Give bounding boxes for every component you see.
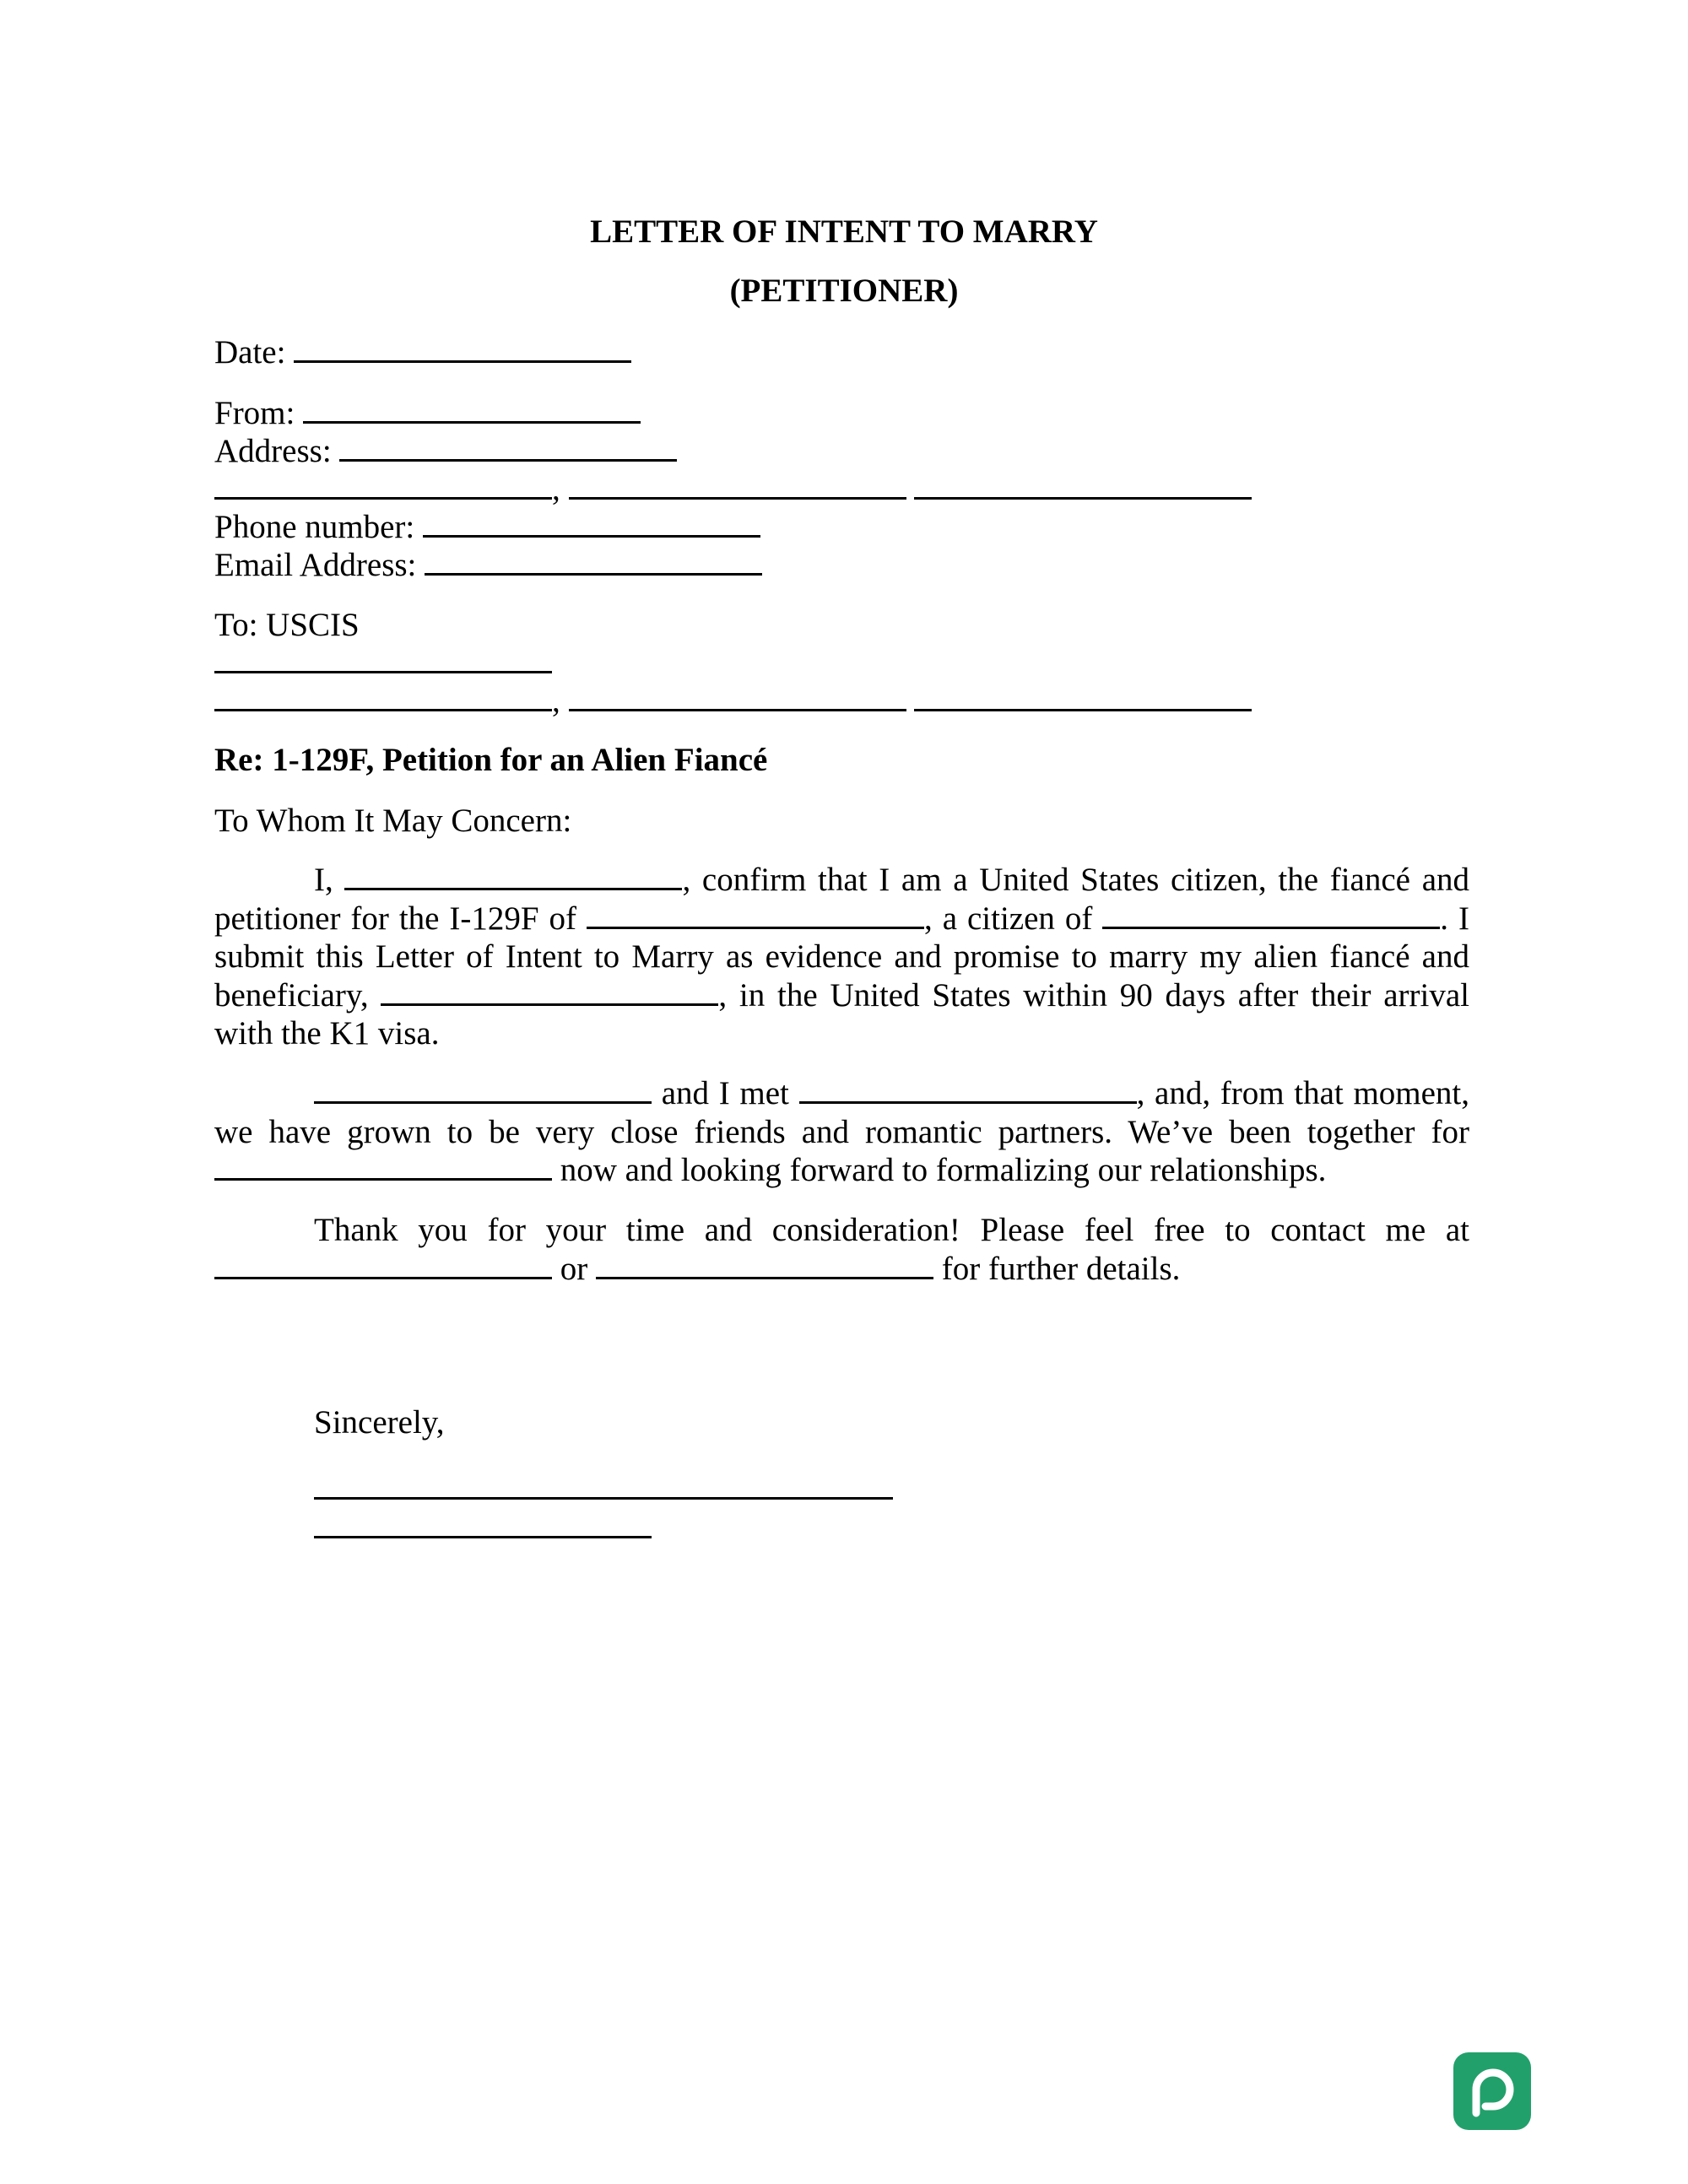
duration-blank bbox=[214, 1153, 552, 1181]
citizenship-blank bbox=[1102, 901, 1440, 929]
uscis-state-blank bbox=[569, 684, 906, 711]
paragraph-1-line-2: petitioner for the I-129F of , a citizen of . I bbox=[214, 900, 1469, 937]
closing: Sincerely, bbox=[314, 1404, 445, 1441]
phone-line bbox=[214, 508, 760, 546]
partner-name-blank bbox=[314, 1076, 652, 1104]
date-blank bbox=[294, 335, 631, 363]
paragraph-1-line-1: I, , confirm that I am a United States citizen, the fiancé and bbox=[314, 862, 1470, 898]
from-line bbox=[214, 394, 641, 432]
address-blank bbox=[339, 434, 677, 462]
paragraph-2-line-1: and I met , and, from that moment, bbox=[214, 1074, 1469, 1113]
paragraph-1 bbox=[214, 861, 1469, 1053]
paragraph-3-line-1: Thank you for your time and consideration! Please feel free to contact me at bbox=[314, 1212, 1469, 1248]
fiance-name-blank bbox=[381, 978, 718, 1006]
letter-title: LETTER OF INTENT TO MARRY bbox=[590, 214, 1098, 250]
email-line bbox=[214, 546, 762, 584]
contact-phone-blank bbox=[214, 1251, 552, 1279]
printed-name-blank bbox=[314, 1511, 652, 1538]
paragraph-1-line-5: with the K1 visa. bbox=[214, 1015, 440, 1051]
meeting-place-blank bbox=[799, 1076, 1137, 1104]
p-logo-icon bbox=[1453, 2052, 1531, 2130]
state-blank bbox=[569, 472, 906, 500]
paragraph-3-line-2: or for further details. bbox=[214, 1250, 1469, 1289]
email-blank bbox=[425, 548, 762, 576]
comma: , bbox=[552, 471, 560, 507]
date-label: Date: bbox=[214, 334, 286, 370]
signature-line bbox=[314, 1470, 893, 1508]
comma: , bbox=[552, 683, 560, 719]
paragraph-3 bbox=[214, 1211, 1469, 1288]
uscis-zip-blank bbox=[914, 684, 1252, 711]
paragraph-1-line-4: beneficiary, , in the United States within 90 days after their arrival bbox=[214, 976, 1470, 1014]
zip-blank bbox=[914, 472, 1252, 500]
paragraph-1-line-3: submit this Letter of Intent to Marry as evidence and promise to marry my alien fiancé and bbox=[214, 938, 1469, 975]
paragraph-2-line-2: we have grown to be very close friends and romantic partners. We’ve been together for bbox=[214, 1113, 1469, 1150]
letter-subtitle: (PETITIONER) bbox=[729, 273, 959, 309]
from-blank bbox=[303, 396, 641, 424]
to-label: To: USCIS bbox=[214, 607, 360, 643]
from-label: From: bbox=[214, 395, 295, 431]
re-line: Re: 1-129F, Petition for an Alien Fiancé bbox=[214, 742, 768, 778]
address-label: Address: bbox=[214, 433, 332, 469]
signature-blank bbox=[314, 1472, 893, 1500]
beneficiary-name-blank bbox=[587, 901, 924, 929]
city-blank bbox=[214, 472, 552, 500]
uscis-city-blank bbox=[214, 684, 552, 711]
uscis-address-line bbox=[214, 644, 552, 682]
phone-blank bbox=[423, 510, 760, 538]
contact-email-blank bbox=[596, 1251, 933, 1279]
to-line bbox=[214, 606, 360, 644]
address-line bbox=[214, 432, 677, 470]
printed-name-line bbox=[314, 1509, 652, 1547]
p-logo-glyph bbox=[1453, 2052, 1531, 2130]
salutation: To Whom It May Concern: bbox=[214, 803, 572, 839]
paragraph-2 bbox=[214, 1074, 1469, 1190]
uscis-city-state-zip-line bbox=[214, 682, 1252, 720]
date-line bbox=[214, 333, 631, 371]
email-label: Email Address: bbox=[214, 547, 417, 583]
city-state-zip-line bbox=[214, 470, 1252, 508]
phone-label: Phone number: bbox=[214, 509, 415, 545]
petitioner-name-blank bbox=[344, 862, 682, 890]
uscis-address-blank bbox=[214, 646, 552, 673]
paragraph-2-line-3: now and looking forward to formalizing our relationships. bbox=[214, 1151, 1469, 1190]
